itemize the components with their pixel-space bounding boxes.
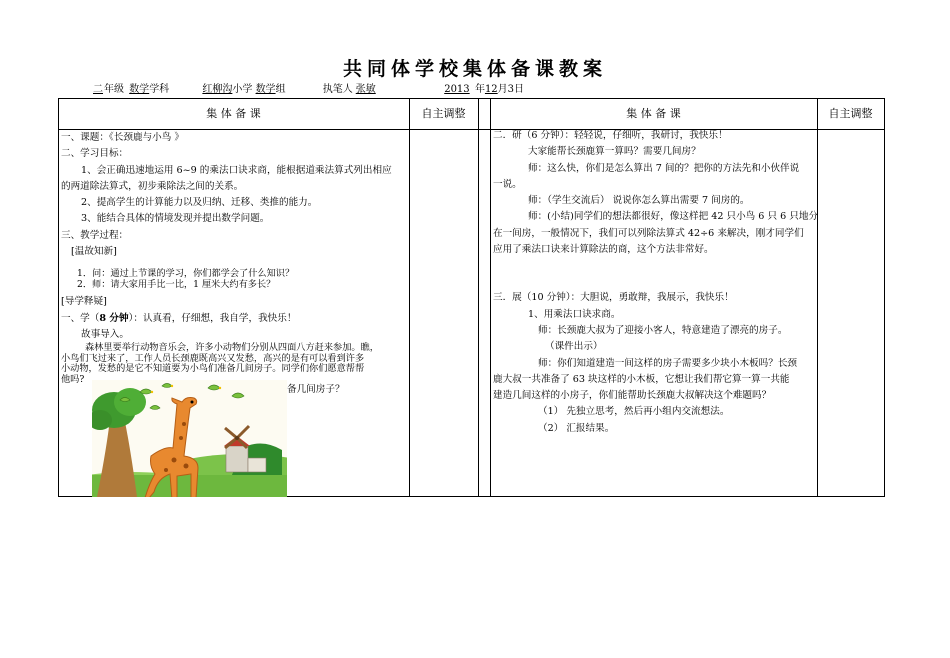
research-line-1: 大家能帮长颈鹿算一算吗？需要几间房？ (528, 146, 701, 158)
review-tag: [温故知新] (71, 246, 117, 258)
grade-label: 年级 (104, 84, 124, 95)
group-label: 组 (275, 84, 286, 95)
research-line-5: 师：(小结)同学们的想法都很好，像这样把 42 只小鸟 6 只 6 只地分 (528, 211, 819, 223)
research-heading: 二．研（6 分钟）：轻轻说，仔细听，我研讨，我快乐！ (493, 130, 728, 141)
study-time: 8 分钟 (99, 312, 129, 324)
header-left-collective: 集 体 备 课 (206, 107, 261, 120)
objectives-heading: 二、学习目标： (61, 148, 129, 160)
objective-1-cont: 的两道除法算式，初步乘除法之间的关系。 (61, 180, 244, 192)
year-label: 年 (474, 84, 485, 95)
research-line-6: 在一间房，一般情况下，我们可以列除法算式 42÷6 来解决，刚才同学们 (493, 227, 804, 239)
writer-value: 张敏 (355, 84, 376, 95)
research-line-3: 一说。 (493, 178, 522, 190)
year-value: 2013 (444, 84, 470, 95)
process-heading: 三、教学过程： (61, 229, 129, 241)
objective-3: 3、能结合具体的情境发现并提出数学问题。 (81, 213, 270, 225)
show-line-1: 1、用乘法口诀求商。 (528, 308, 621, 320)
story-line-1: 森林里要举行动物音乐会，许多小动物们分别从四面八方赶来参加。瞧， (85, 342, 379, 354)
guide-tag: [导学释疑] (61, 296, 107, 308)
header-left-adjust: 自主调整 (421, 107, 466, 120)
giraffe-birds-illustration (92, 380, 287, 497)
show-line-2: 师：长颈鹿大叔为了迎接小客人，特意建造了漂亮的房子。 (538, 324, 788, 336)
right-content (493, 128, 819, 437)
writer-label: 执笔人 (322, 84, 353, 95)
header-info-line (92, 80, 524, 95)
research-line-2: 师：这么快，你们是怎么算出 7 间的？把你的方法先和小伙伴说 (528, 162, 800, 174)
story-question-tail: 备几间房子？ (287, 384, 345, 395)
story-line-2: 小鸟们飞过来了，工作人员长颈鹿既高兴又发愁，高兴的是有可以看到许多 (61, 352, 365, 364)
study-heading-a: 一、学（ (61, 312, 100, 324)
review-question-2: 2．师：请大家用手比一比，1 厘米大约有多长？ (77, 278, 276, 290)
month-value: 12 (484, 84, 498, 95)
study-heading (61, 311, 406, 327)
objective-1: 1、会正确迅速地运用 6~9 的乘法口诀求商，能根据道乘法算式列出相应 (81, 164, 392, 176)
show-line-3: （课件出示） (545, 341, 603, 353)
group-value: 数学 (255, 84, 276, 95)
research-line-7: 应用了乘法口诀来计算除法的商，这个方法非常好。 (493, 244, 714, 256)
header-right-adjust: 自主调整 (828, 107, 873, 120)
subject-value: 数学 (129, 84, 150, 95)
day-value: 3 (507, 84, 515, 95)
study-heading-c: ）：认真看，仔细想，我自学，我快乐！ (128, 312, 297, 324)
subject-label: 学科 (149, 84, 170, 95)
show-line-7: （1） 先独立思考，然后再小组内交流想法。 (538, 406, 730, 418)
show-line-6: 建造几间这样的小房子，你们能帮助长颈鹿大叔解决这个难题吗？ (493, 390, 772, 402)
lesson-topic: 一、课题：《长颈鹿与小鸟 》 (61, 132, 184, 143)
show-heading: 三．展（10 分钟）：大胆说，勇敢辩，我展示，我快乐！ (493, 292, 734, 304)
show-line-8: （2） 汇报结果。 (538, 422, 615, 434)
month-label: 月 (497, 84, 508, 95)
show-line-4: 师：你们知道建造一间这样的房子需要多少块小木板吗？长颈 (538, 357, 798, 369)
story-line-4: 他吗? (61, 373, 85, 385)
show-line-5: 鹿大叔一共准备了 63 块这样的小木板，它想让我们帮它算一算一共能 (493, 373, 790, 385)
story-line-3: 小动物，发愁的是它不知道要为小鸟们准备几间房子。同学们你们愿意帮帮 (61, 363, 365, 375)
review-question-1: 1．问：通过上节课的学习，你们都学会了什么知识？ (77, 268, 295, 280)
header-right-collective: 集 体 备 课 (626, 107, 681, 120)
research-line-4: 师：（学生交流后） 说说你怎么算出需要 7 间房的。 (528, 195, 750, 207)
school-value: 红柳沟 (202, 84, 233, 95)
page-title: 共同体学校集体备课教案 (342, 58, 607, 80)
grade-value: 二 (93, 84, 103, 95)
school-label: 小学 (232, 84, 253, 95)
objective-2: 2、提高学生的计算能力以及归纳、迁移、类推的能力。 (81, 197, 318, 209)
left-content (61, 130, 406, 385)
day-label: 日 (514, 84, 525, 95)
story-intro: 故事导入。 (81, 328, 129, 340)
